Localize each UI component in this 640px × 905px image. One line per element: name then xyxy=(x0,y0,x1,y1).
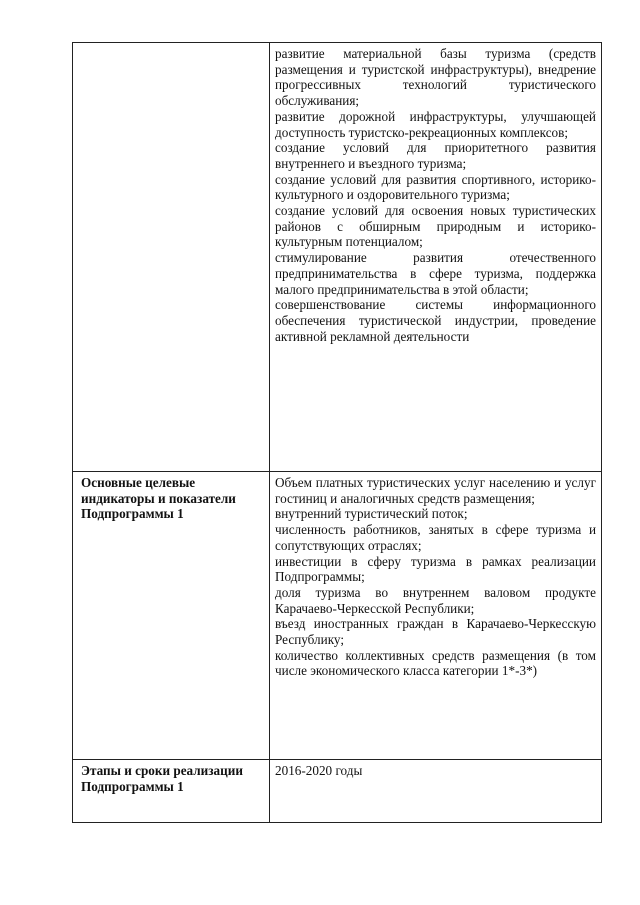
list-item: Объем платных туристических услуг населению и услуг гостиниц и аналогичных средств размещения; xyxy=(275,475,596,506)
row-content-indicators xyxy=(270,472,602,760)
table-row-indicators xyxy=(73,472,602,760)
list-item: инвестиции в сферу туризма в рамках реализации Подпрограммы; xyxy=(275,553,596,585)
list-item: совершенствование системы информационного обеспечения туристической индустрии, проведение активной рекламной деятельности xyxy=(275,297,596,344)
list-item: внутренний туристический поток; xyxy=(275,506,468,522)
passport-table xyxy=(72,42,602,823)
list-item: доля туризма во внутреннем валовом продукте Карачаево-Черкесской Республики; xyxy=(275,584,596,616)
row-label-indicators: Основные целевые индикаторы и показатели Подпрограммы 1 xyxy=(73,472,270,760)
list-item: развитие дорожной инфраструктуры, улучшающей доступность туристско-рекреационных комплексов; xyxy=(275,108,596,140)
list-item: количество коллективных средств размещения (в том числе экономического класса категории 1*-3*) xyxy=(275,647,596,679)
list-item: создание условий для развития спортивного, историко-культурного и оздоровительного туризма; xyxy=(275,171,596,203)
list-item: создание условий для приоритетного развития внутреннего и въездного туризма; xyxy=(275,140,596,171)
table-row-timeline xyxy=(73,760,602,823)
list-item: въезд иностранных граждан в Карачаево-Черкесскую Республику; xyxy=(275,616,596,648)
list-item: стимулирование развития отечественного предпринимательства в сфере туризма, поддержка малого предпринимательства в этой области; xyxy=(275,250,596,297)
list-item: численность работников, занятых в сфере туризма и сопутствующих отраслях; xyxy=(275,522,596,553)
list-item: создание условий для освоения новых туристических районов с обширным природным и историко-культурным потенциалом; xyxy=(275,203,596,250)
row-content-objectives xyxy=(270,43,602,472)
list-item: 2016-2020 годы xyxy=(275,763,363,778)
row-label-timeline: Этапы и сроки реализации Подпрограммы 1 xyxy=(73,760,270,823)
list-item: развитие материальной базы туризма (средств размещения и туристской инфраструктуры), внедрение прогрессивных технологий туристического обслуживания; xyxy=(275,46,596,109)
row-label-empty xyxy=(73,43,270,472)
row-content-timeline xyxy=(270,760,602,823)
table-row-objectives xyxy=(73,43,602,472)
